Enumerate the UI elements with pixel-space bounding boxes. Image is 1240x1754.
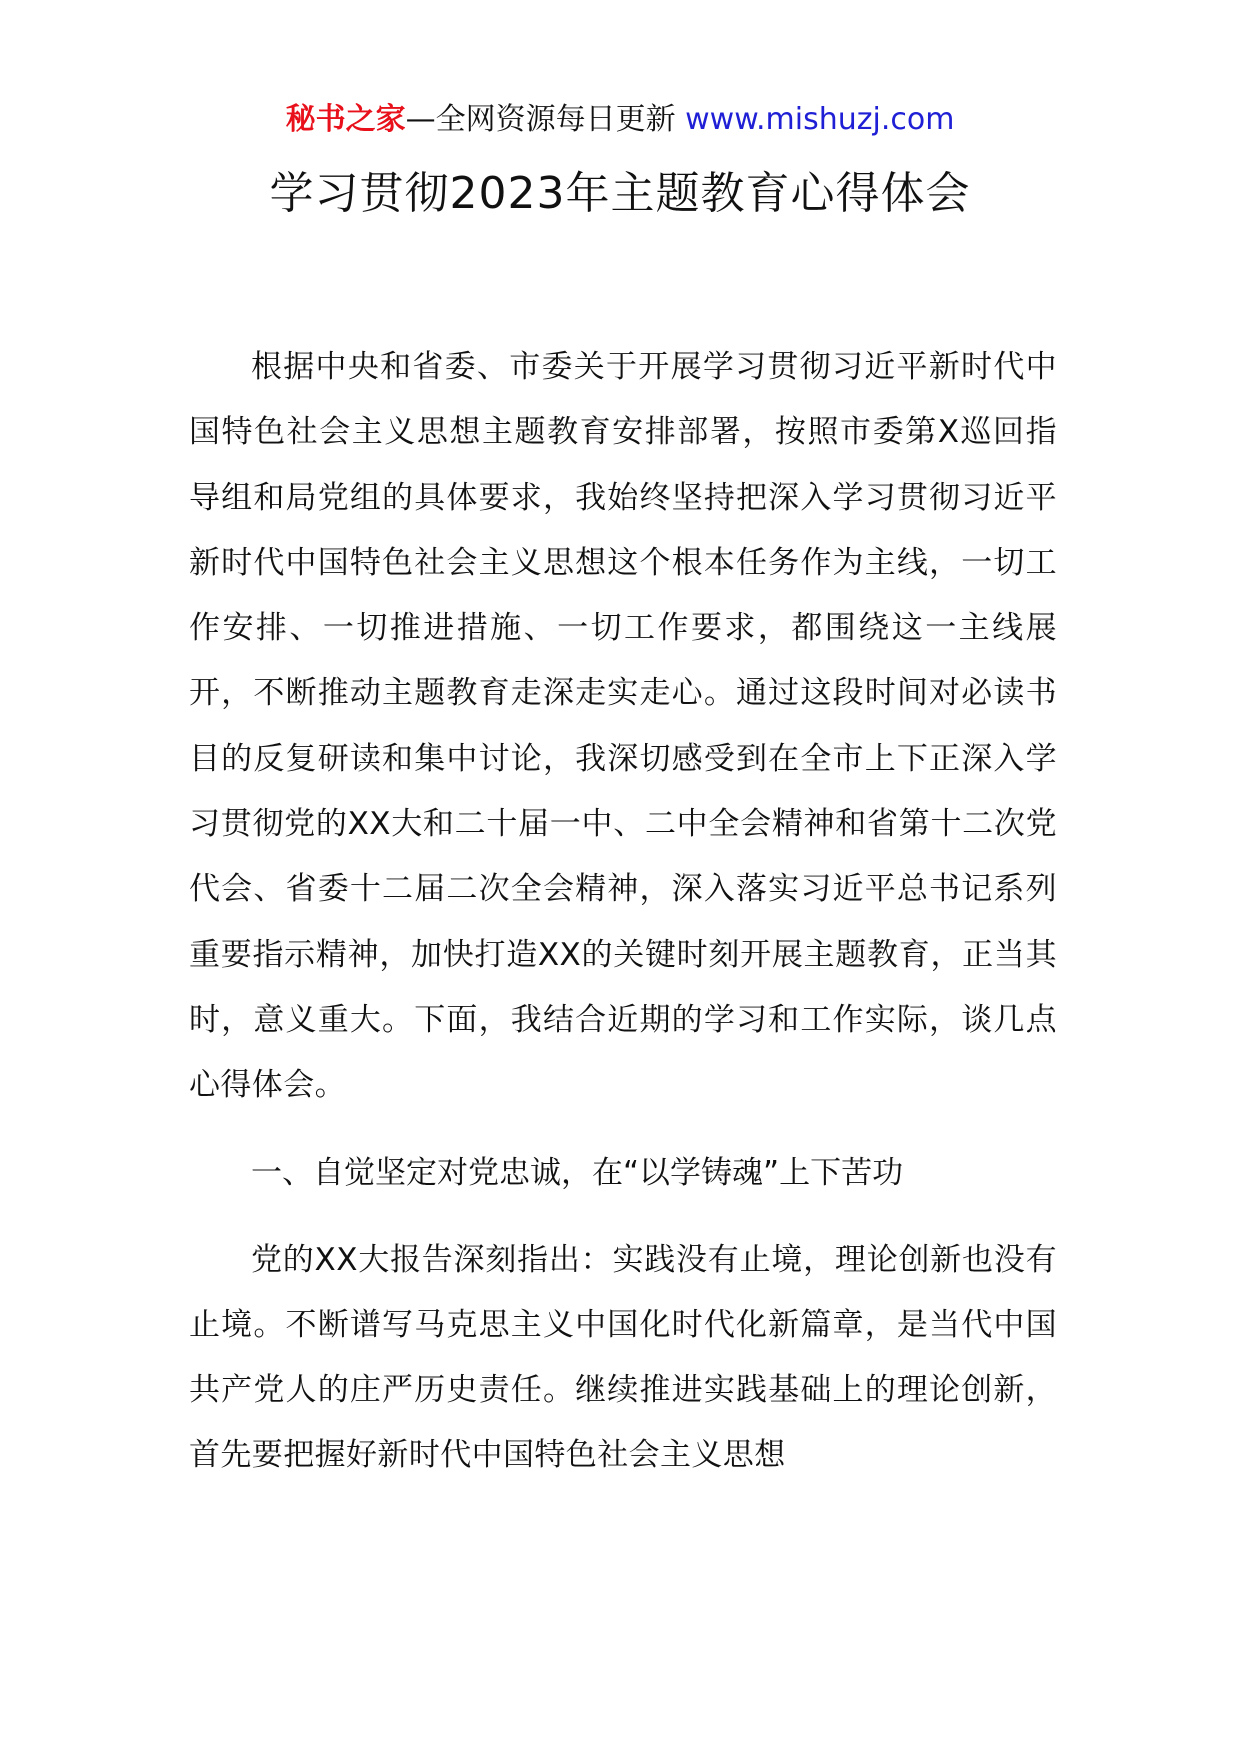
brand-name: 秘书之家: [285, 102, 406, 137]
intro-paragraph: 根据中央和省委、市委关于开展学习贯彻习近平新时代中国特色社会主义思想主题教育安排部署，按照市委第X巡回指导组和局党组的具体要求，我始终坚持把深入学习贯彻习近平新时代中国特色社会主义思想这个根本任务作为主线，一切工作安排、一切推进措施、一切工作要求，都围绕这一主线展开，不断推动主题教育走深走实走心。通过这段时间对必读书目的反复研读和集中讨论，我深切感受到在全市上下正深入学习贯彻党的XX大和二十届一中、二中全会精神和省第十二次党代会、省委十二届二次全会精神，深入落实习近平总书记系列重要指示精神，加快打造XX的关键时刻开展主题教育，正当其时，意义重大。下面，我结合近期的学习和工作实际，谈几点心得体会。: [189, 349, 1057, 1104]
section-1-heading: 一、自觉坚定对党忠诚，在“以学铸魂”上下苦功: [251, 1154, 904, 1191]
document-body: [189, 335, 1057, 1489]
site-header: [0, 100, 1240, 140]
site-url-link[interactable]: www.mishuzj.com: [685, 102, 955, 137]
section-1-paragraph: 党的XX大报告深刻指出：实践没有止境，理论创新也没有止境。不断谱写马克思主义中国化时代化新篇章，是当代中国共产党人的庄严历史责任。继续推进实践基础上的理论创新，首先要把握好新时代中国特色社会主义思想: [189, 1241, 1057, 1474]
header-tagline: —全网资源每日更新: [405, 102, 676, 137]
document-title: 学习贯彻2023年主题教育心得体会: [269, 168, 971, 219]
